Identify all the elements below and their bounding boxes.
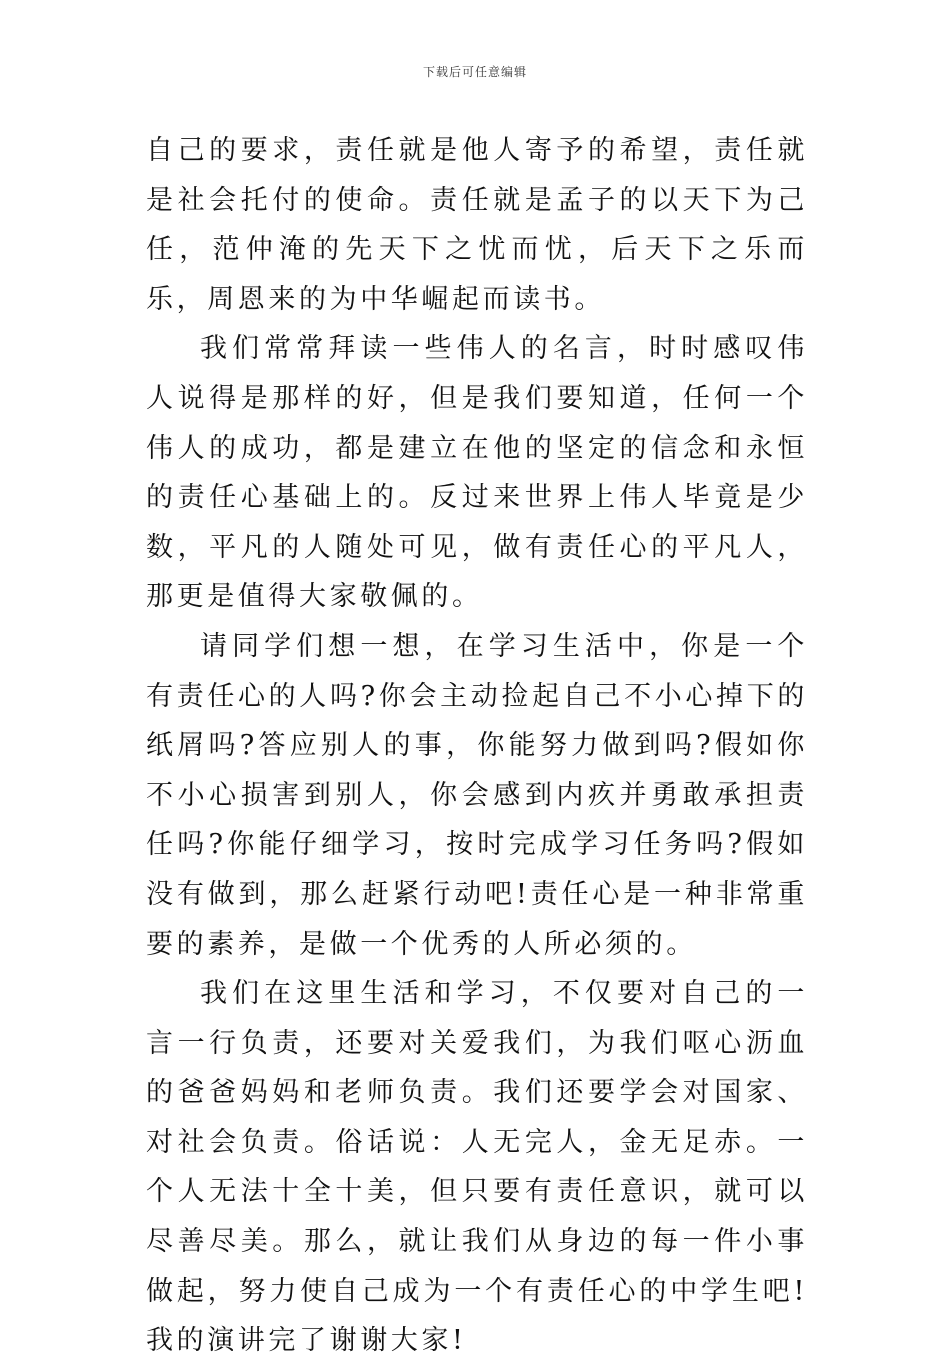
paragraph: 我们在这里生活和学习，不仅要对自己的一言一行负责，还要对关爱我们，为我们呕心沥血的爸爸妈妈和老师负责。我们还要学会对国家、对社会负责。俗话说：人无完人，金无足赤。一个人无法十全十美，但只要有责任意识，就可以尽善尽美。那么，就让我们从身边的每一件小事做起，努力使自己成为一个有责任心的中学生吧!我的演讲完了谢谢大家! — [146, 978, 808, 1357]
document-body — [146, 126, 808, 1366]
paragraph: 自己的要求，责任就是他人寄予的希望，责任就是社会托付的使命。责任就是孟子的以天下为己任，范仲淹的先天下之忧而忧，后天下之乐而乐，周恩来的为中华崛起而读书。 — [146, 135, 808, 315]
header-note: 下载后可任意编辑 — [422, 65, 527, 79]
paragraph: 请同学们想一想，在学习生活中，你是一个有责任心的人吗?你会主动捡起自己不小心掉下的纸屑吗?答应别人的事，你能努力做到吗?假如你不小心损害到别人，你会感到内疚并勇敢承担责任吗?你能仔细学习，按时完成学习任务吗?假如没有做到，那么赶紧行动吧!责任心是一种非常重要的素养，是做一个优秀的人所必须的。 — [146, 630, 808, 960]
paragraph: 我们常常拜读一些伟人的名言，时时感叹伟人说得是那样的好，但是我们要知道，任何一个伟人的成功，都是建立在他的坚定的信念和永恒的责任心基础上的。反过来世界上伟人毕竟是少数，平凡的人随处可见，做有责任心的平凡人，那更是值得大家敬佩的。 — [146, 333, 808, 613]
